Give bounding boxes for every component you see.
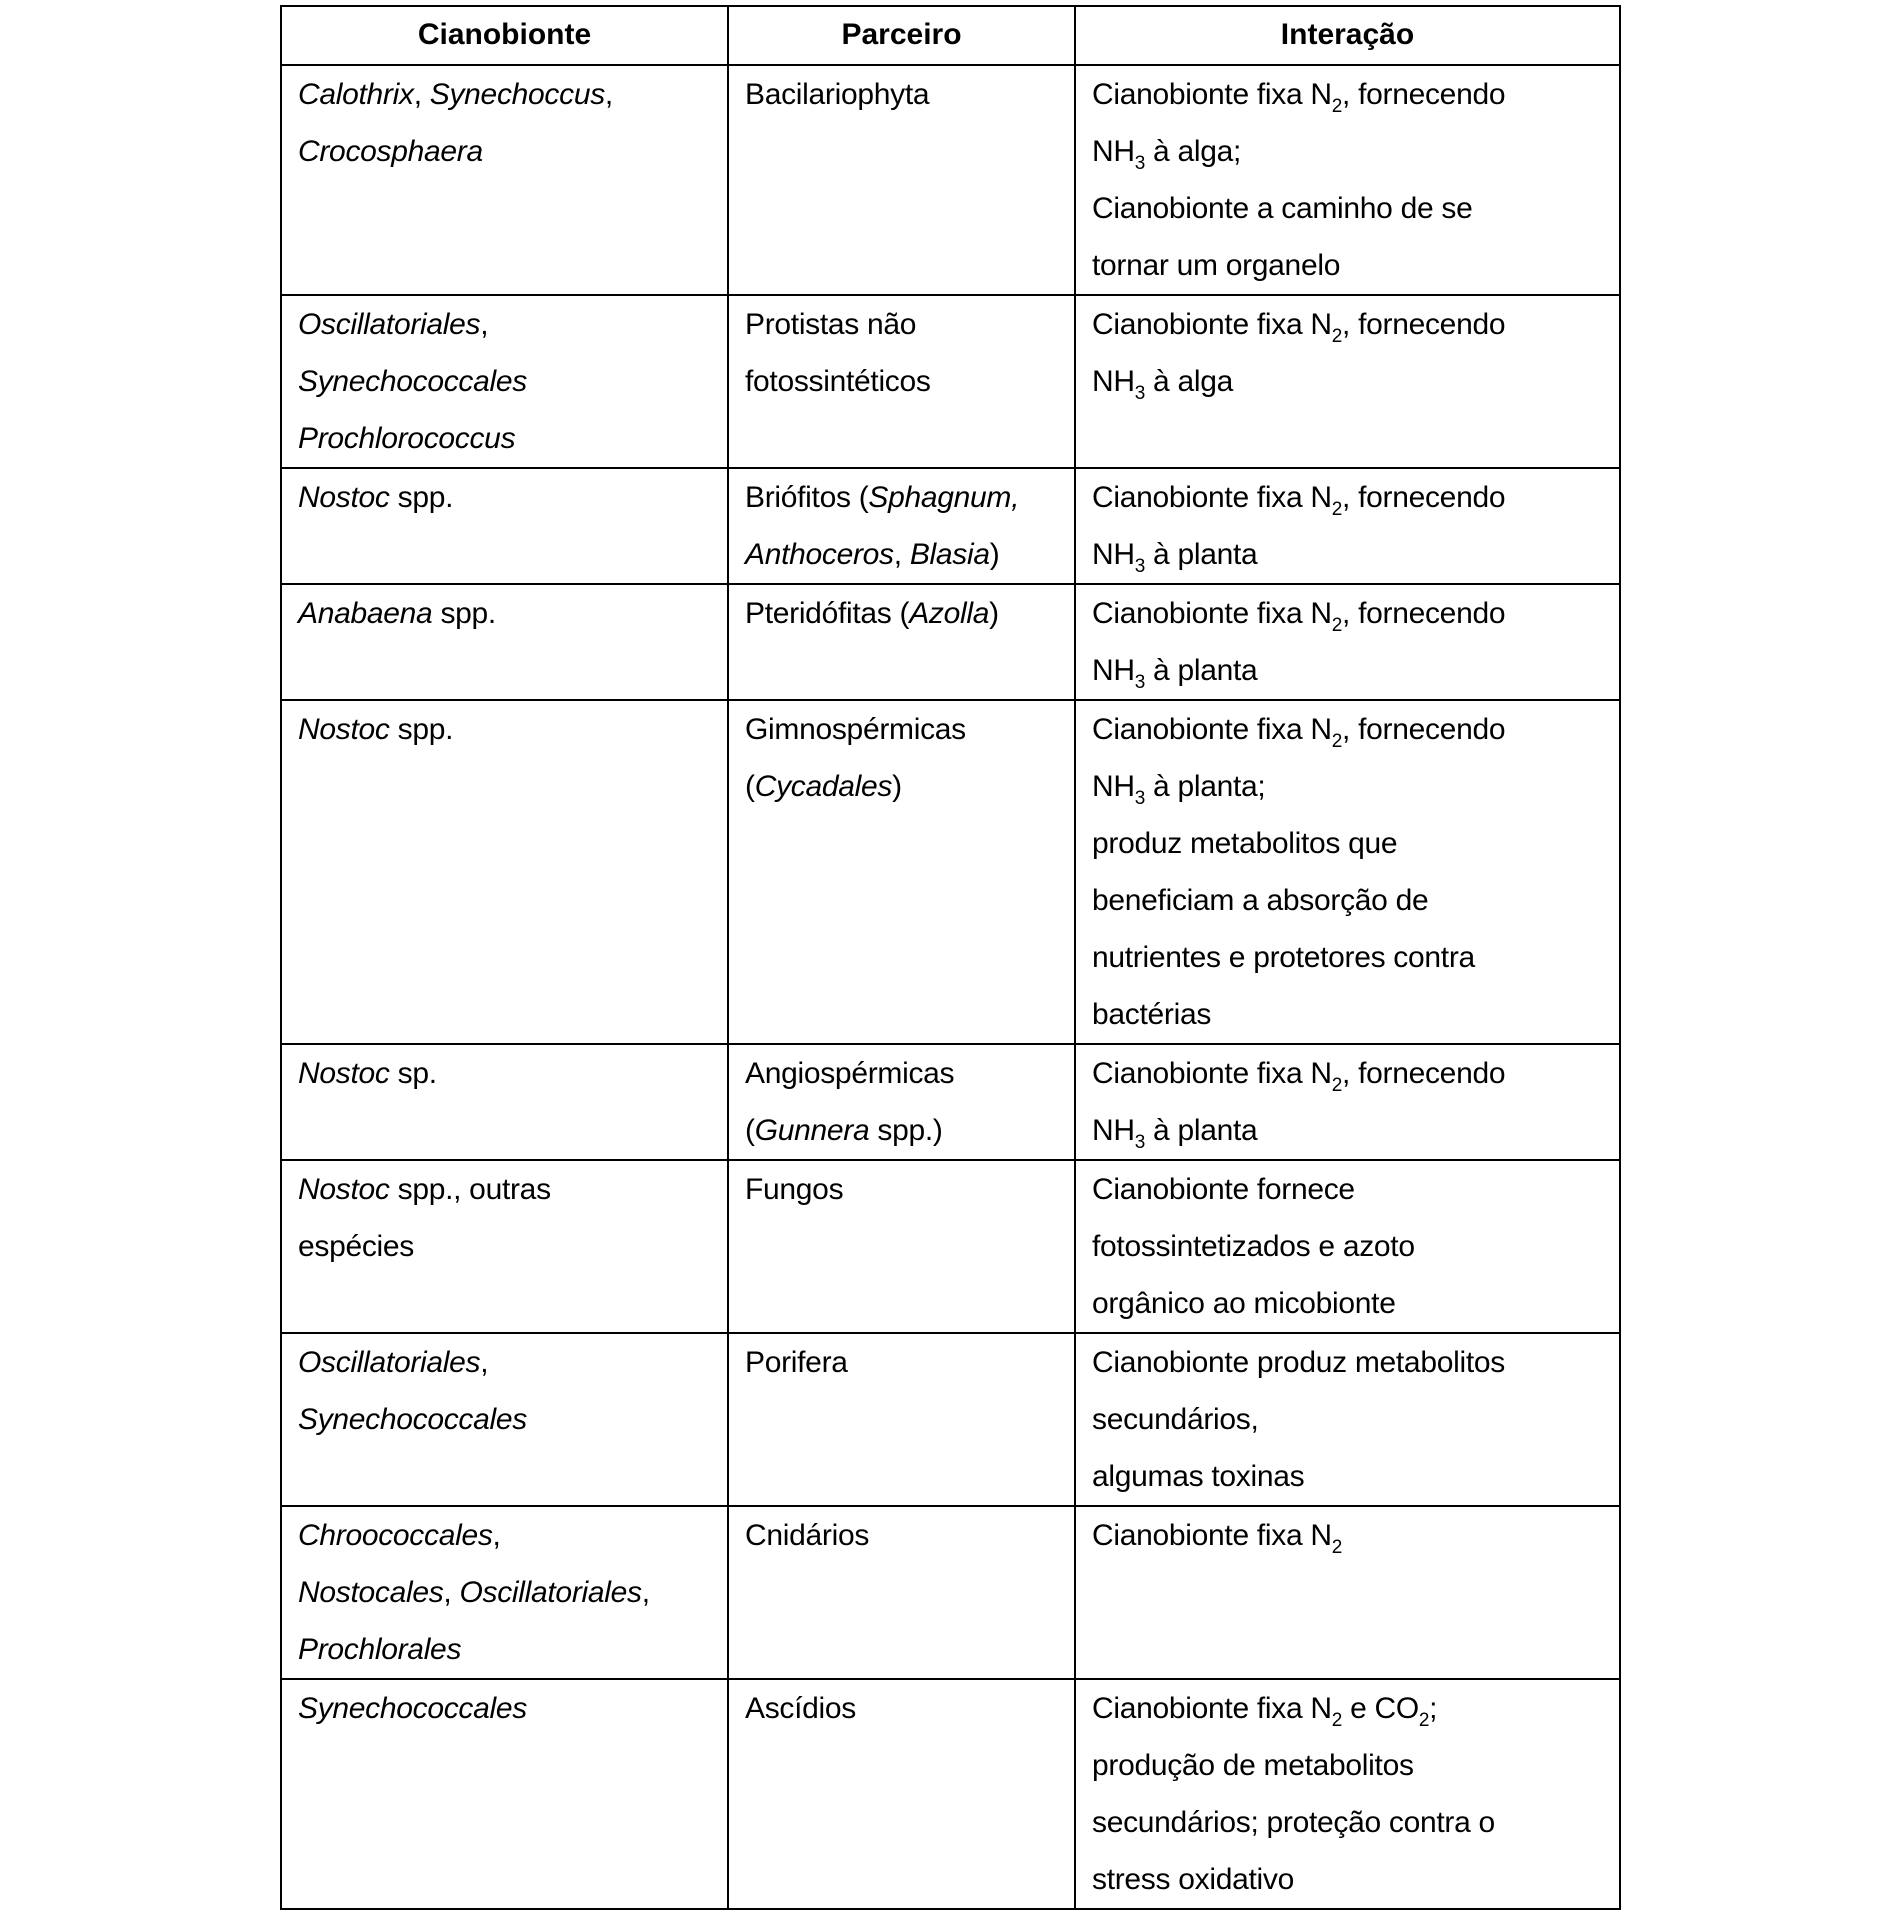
subscript: 2 [1331,96,1343,117]
text-segment: à planta [1145,1114,1258,1147]
taxon-name: Crocosphaera [298,135,483,168]
text-segment: tornar um organelo [1092,249,1341,282]
column-header-parceiro: Parceiro [728,6,1075,65]
text-segment: , [893,538,910,571]
cell-text-line [1092,1680,1611,1737]
taxon-name: Anthoceros [745,538,894,571]
column-header-cianobionte: Cianobionte [281,6,728,65]
text-segment: , fornecendo [1342,308,1506,341]
text-segment: NH [1092,770,1135,803]
subscript: 3 [1134,556,1146,577]
text-segment: spp. [389,713,454,746]
cell-parceiro [728,1333,1075,1506]
taxon-name: Synechococcales [298,365,527,398]
cell-text-line [1092,66,1611,123]
cell-text-line [1092,1102,1611,1159]
cell-text-line [298,1680,719,1737]
cell-interacao [1075,700,1620,1044]
cell-text-line [298,1391,719,1448]
table-row [281,1679,1620,1909]
cell-parceiro [728,584,1075,700]
taxon-name: Oscillatoriales [459,1576,642,1609]
cell-cianobionte [281,1333,728,1506]
text-segment: , [480,308,489,341]
cell-cianobionte [281,1044,728,1160]
text-segment: , [492,1519,501,1552]
subscript: 3 [1134,383,1146,404]
cell-cianobionte [281,1160,728,1333]
cell-text-line [745,1680,1066,1737]
cell-cianobionte [281,1679,728,1909]
cell-interacao [1075,295,1620,468]
cell-text-line [745,1102,1066,1159]
subscript: 2 [1331,1537,1343,1558]
cell-text-line [1092,701,1611,758]
text-segment: NH [1092,1114,1135,1147]
text-segment: Protistas não [745,308,917,341]
table-row [281,1160,1620,1333]
cell-interacao [1075,468,1620,584]
cell-text-line [1092,353,1611,410]
text-segment: , [604,78,613,111]
taxon-name: Gunnera [754,1114,870,1147]
taxon-name: Nostoc [298,1173,390,1206]
text-segment: Cianobionte a caminho de se [1092,192,1473,225]
text-segment: Cianobionte fornece [1092,1173,1355,1206]
taxon-name: Azolla [909,597,990,630]
cell-text-line [1092,1218,1611,1275]
cell-cianobionte [281,65,728,295]
taxon-name: Synechococcales [298,1692,527,1725]
subscript: 3 [1134,1132,1146,1153]
cell-text-line [298,585,719,642]
table-row [281,295,1620,468]
cell-text-line [298,1161,719,1218]
table-row [281,468,1620,584]
text-segment: Gimnospérmicas [745,713,966,746]
text-segment: Cianobionte fixa N [1092,481,1332,514]
cell-text-line [1092,872,1611,929]
text-segment: NH [1092,538,1135,571]
text-segment: Fungos [745,1173,844,1206]
taxon-name: Calothrix [298,78,414,111]
text-segment: Ascídios [745,1692,856,1725]
taxon-name: Cycadales [754,770,893,803]
cell-text-line [298,1045,719,1102]
text-segment: Bacilariophyta [745,78,930,111]
cell-text-line [1092,1334,1611,1391]
text-segment: produz metabolitos que [1092,827,1398,860]
text-segment: , [480,1346,489,1379]
cell-cianobionte [281,295,728,468]
text-segment: , fornecendo [1342,1057,1506,1090]
subscript: 2 [1331,731,1343,752]
cell-text-line [1092,585,1611,642]
text-segment: , fornecendo [1342,78,1506,111]
text-segment: NH [1092,135,1135,168]
cell-parceiro [728,1044,1075,1160]
text-segment: , [413,78,430,111]
cell-text-line [745,585,1066,642]
text-segment: fotossintetizados e azoto [1092,1230,1415,1263]
text-segment: nutrientes e protetores contra [1092,941,1475,974]
cell-text-line [745,353,1066,410]
cell-parceiro [728,700,1075,1044]
subscript: 3 [1134,672,1146,693]
text-segment: ) [989,597,999,630]
text-segment: NH [1092,654,1135,687]
text-segment: Cianobionte fixa N [1092,597,1332,630]
cell-text-line [1092,929,1611,986]
text-segment: NH [1092,365,1135,398]
text-segment: ; [1429,1692,1438,1725]
subscript: 2 [1331,1075,1343,1096]
subscript: 2 [1331,615,1343,636]
cell-text-line [745,526,1066,583]
text-segment: , fornecendo [1342,481,1506,514]
cell-parceiro [728,1506,1075,1679]
text-segment: ) [989,538,1000,571]
taxon-name: Oscillatoriales [298,308,481,341]
cell-text-line [298,1621,719,1678]
cell-text-line [745,1334,1066,1391]
cell-cianobionte [281,468,728,584]
table-row [281,700,1620,1044]
text-segment: Cianobionte fixa N [1092,1057,1332,1090]
text-segment: , fornecendo [1342,597,1506,630]
cell-text-line [745,1161,1066,1218]
text-segment: , [641,1576,650,1609]
taxon-name: Synechoccus [429,78,605,111]
cell-text-line [298,353,719,410]
cell-cianobionte [281,584,728,700]
taxon-name: Oscillatoriales [298,1346,481,1379]
cell-text-line [298,296,719,353]
text-segment: spp., outras [389,1173,551,1206]
text-segment: spp. [432,597,496,630]
text-segment: e CO [1342,1692,1419,1725]
cell-cianobionte [281,700,728,1044]
column-header-interacao: Interação [1075,6,1620,65]
subscript: 2 [1418,1710,1430,1731]
subscript: 2 [1331,499,1343,520]
text-segment: espécies [298,1230,415,1263]
taxon-name: Chroococcales [298,1519,493,1552]
cell-text-line [745,758,1066,815]
taxon-name: Nostoc [298,1057,390,1090]
text-segment: ( [745,1114,755,1147]
text-segment: Angiospérmicas [745,1057,955,1090]
taxon-name: Nostocales [298,1576,444,1609]
cell-text-line [298,701,719,758]
text-segment: Cianobionte produz metabolitos [1092,1346,1505,1379]
text-segment: ( [745,770,755,803]
cell-text-line [298,1218,719,1275]
cell-parceiro [728,295,1075,468]
cell-text-line [1092,1275,1611,1332]
cell-text-line [745,1045,1066,1102]
cell-interacao [1075,1506,1620,1679]
text-segment: Cianobionte fixa N [1092,713,1332,746]
text-segment: stress oxidativo [1092,1863,1294,1896]
subscript: 3 [1134,788,1146,809]
table-header-row [281,6,1620,65]
text-segment: bactérias [1092,998,1212,1031]
text-segment: secundários; proteção contra o [1092,1806,1495,1839]
cell-text-line [745,469,1066,526]
cell-text-line [1092,469,1611,526]
text-segment: Cnidários [745,1519,870,1552]
subscript: 3 [1134,153,1146,174]
text-segment: , fornecendo [1342,713,1506,746]
cell-text-line [745,1507,1066,1564]
cell-text-line [1092,1045,1611,1102]
text-segment: Pteridófitas ( [745,597,910,630]
cell-interacao [1075,1044,1620,1160]
cell-text-line [298,1334,719,1391]
text-segment: secundários, [1092,1403,1259,1436]
text-segment: Porifera [745,1346,848,1379]
cell-cianobionte [281,1506,728,1679]
cell-parceiro [728,468,1075,584]
cell-interacao [1075,1333,1620,1506]
cell-text-line [1092,526,1611,583]
cell-interacao [1075,1160,1620,1333]
taxon-name: Prochlorococcus [298,422,516,455]
cell-text-line [1092,642,1611,699]
text-segment: Cianobionte fixa N [1092,1692,1332,1725]
cell-interacao [1075,584,1620,700]
table-row [281,584,1620,700]
cell-text-line [298,1507,719,1564]
taxon-name: Synechococcales [298,1403,527,1436]
cell-text-line [298,1564,719,1621]
text-segment: Cianobionte fixa N [1092,308,1332,341]
cell-text-line [1092,1448,1611,1505]
text-segment: à planta [1145,654,1258,687]
text-segment: à alga; [1145,135,1242,168]
text-segment: spp. [389,481,454,514]
cell-text-line [1092,1851,1611,1908]
cell-text-line [1092,986,1611,1043]
cell-text-line [298,469,719,526]
cell-text-line [1092,1737,1611,1794]
text-segment: à alga [1145,365,1233,398]
taxon-name: Sphagnum, [868,481,1020,514]
cell-text-line [745,66,1066,123]
table-row [281,1044,1620,1160]
text-segment: fotossintéticos [745,365,931,398]
text-segment: algumas toxinas [1092,1460,1305,1493]
cell-text-line [745,296,1066,353]
cell-text-line [1092,237,1611,294]
cell-parceiro [728,1160,1075,1333]
subscript: 2 [1331,1710,1343,1731]
cell-interacao [1075,65,1620,295]
cell-text-line [1092,180,1611,237]
cell-text-line [1092,123,1611,180]
cell-text-line [1092,1794,1611,1851]
text-segment: sp. [389,1057,437,1090]
table-row [281,1333,1620,1506]
taxon-name: Nostoc [298,713,390,746]
subscript: 2 [1331,326,1343,347]
cell-interacao [1075,1679,1620,1909]
cell-parceiro [728,1679,1075,1909]
cell-text-line [298,123,719,180]
cell-text-line [1092,1391,1611,1448]
text-segment: Cianobionte fixa N [1092,78,1332,111]
cell-text-line [1092,1507,1611,1564]
text-segment: spp.) [869,1114,943,1147]
cell-text-line [1092,815,1611,872]
cell-text-line [298,66,719,123]
taxon-name: Blasia [909,538,990,571]
text-segment: Briófitos ( [745,481,869,514]
table-row [281,1506,1620,1679]
text-segment: Cianobionte fixa N [1092,1519,1332,1552]
taxon-name: Prochlorales [298,1633,462,1666]
taxon-name: Anabaena [298,597,433,630]
cell-text-line [1092,296,1611,353]
cell-parceiro [728,65,1075,295]
text-segment: à planta [1145,538,1258,571]
table-row [281,65,1620,295]
text-segment: , [443,1576,460,1609]
text-segment: à planta; [1145,770,1266,803]
symbiosis-table [280,5,1621,1910]
taxon-name: Nostoc [298,481,390,514]
text-segment: orgânico ao micobionte [1092,1287,1396,1320]
table-body [281,65,1620,1909]
cell-text-line [745,701,1066,758]
cell-text-line [298,410,719,467]
cell-text-line [1092,758,1611,815]
cell-text-line [1092,1161,1611,1218]
text-segment: beneficiam a absorção de [1092,884,1429,917]
text-segment: produção de metabolitos [1092,1749,1414,1782]
text-segment: ) [892,770,902,803]
